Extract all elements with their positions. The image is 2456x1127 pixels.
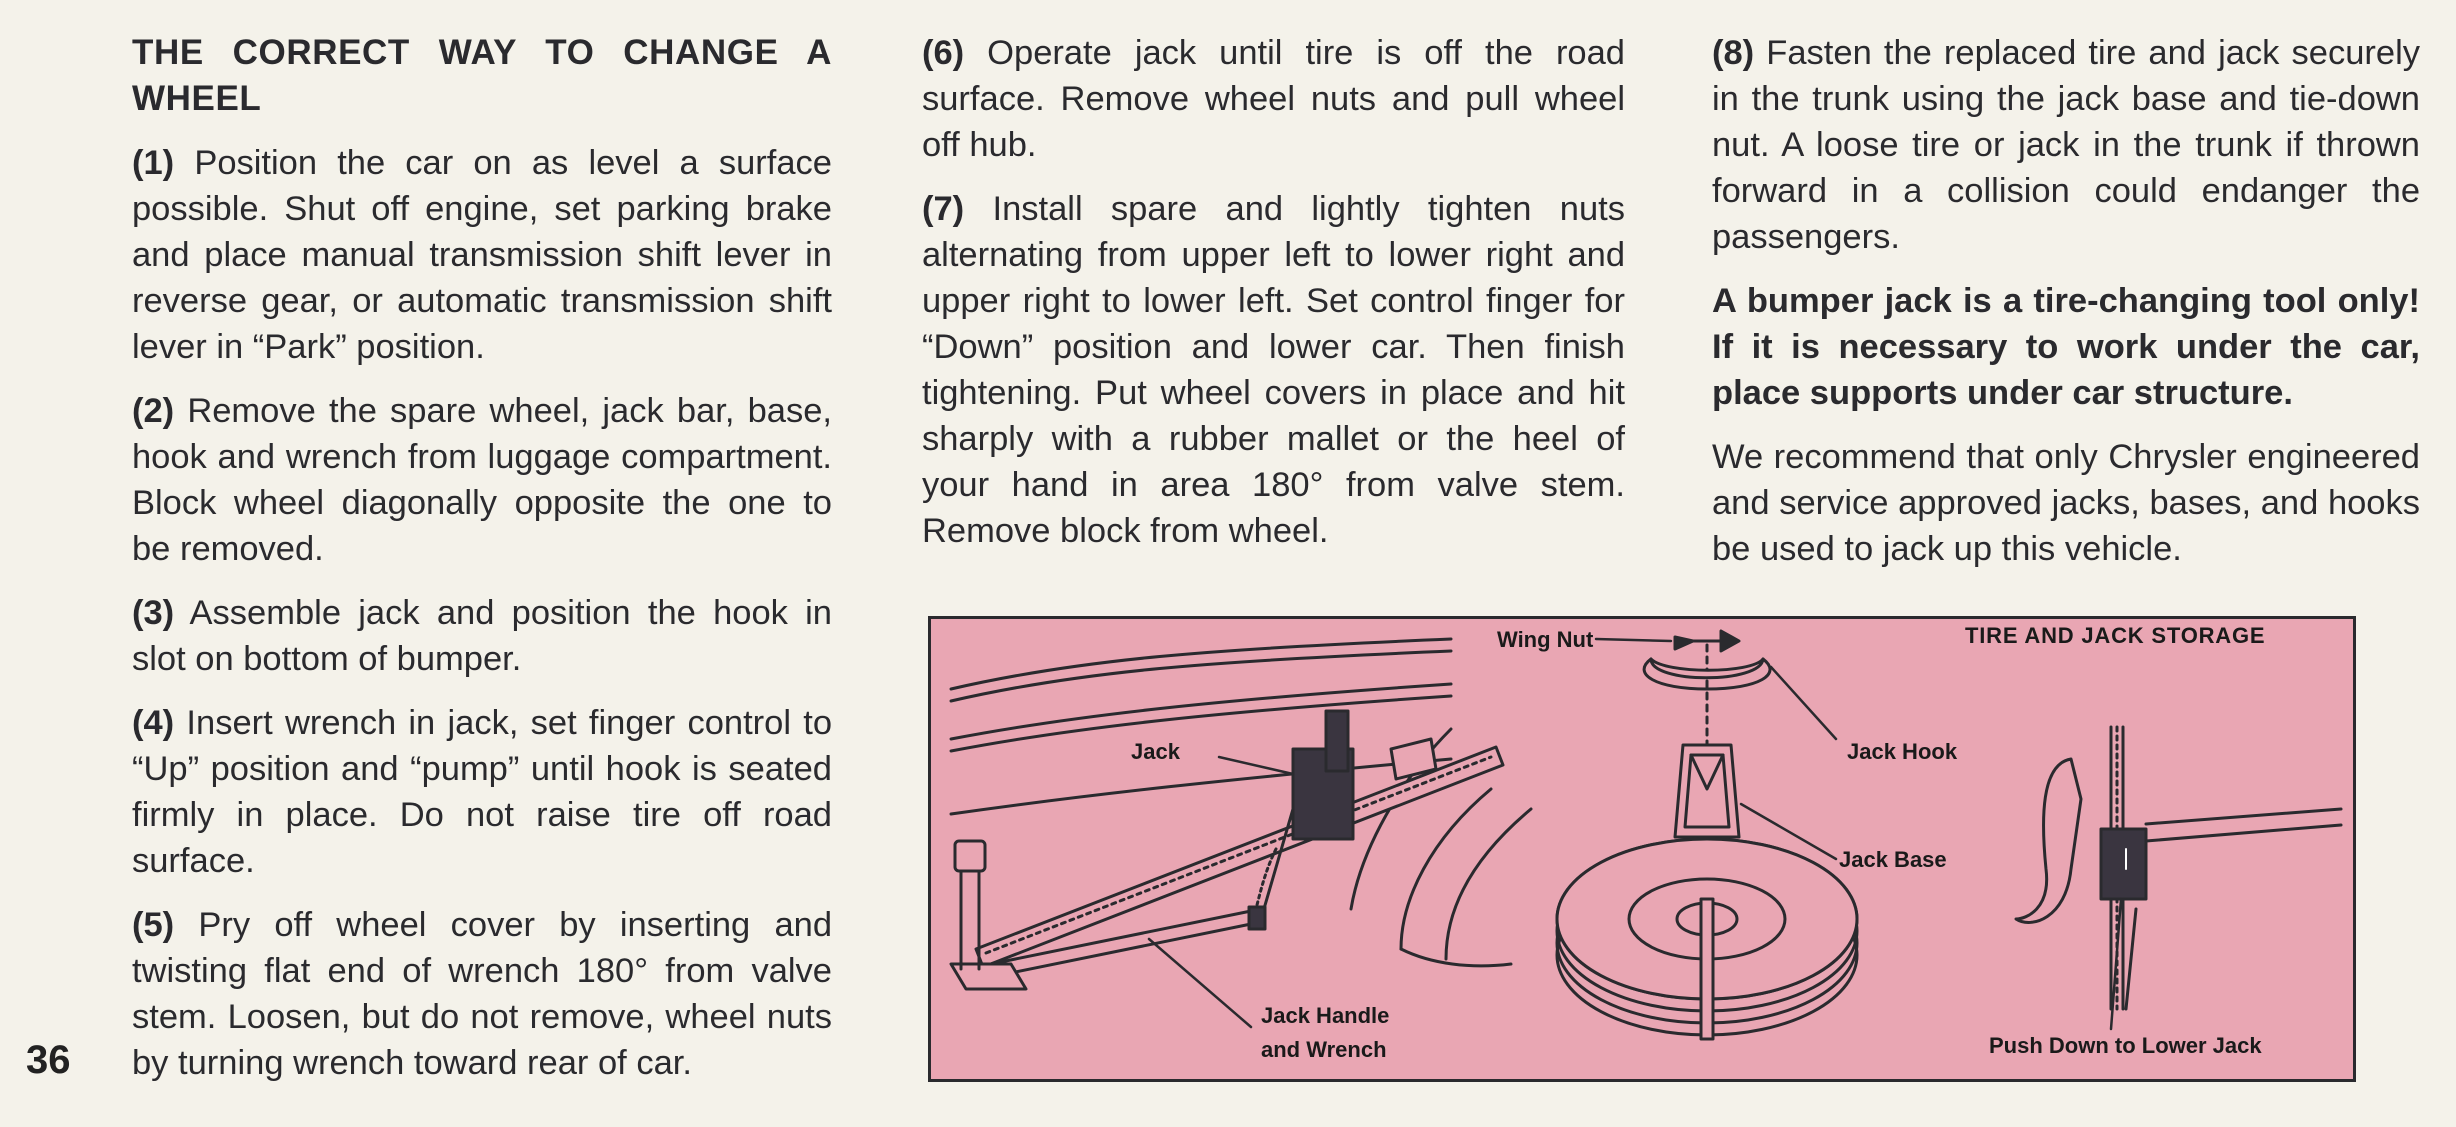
label-jack-base: Jack Base [1839, 847, 1947, 872]
step-5: (5) Pry off wheel cover by inserting and twisting flat end of wrench 180° from valve stem. Loosen, but do not remove, wheel nuts by turning wrench toward rear of car. [132, 906, 833, 1082]
step-1: (1) Position the car on as level a surface possible. Shut off engine, set parking brake and place manual transmission shift lever in reverse gear, or automatic transmission shift lever in “Park” position. [132, 144, 832, 366]
label-wing-nut: Wing Nut [1497, 627, 1594, 652]
warning-text: A bumper jack is a tire-changing tool only! If it is necessary to work under the car, place supports under car structure. [1712, 282, 2420, 412]
bumper-lines-drawing [951, 639, 1531, 966]
step-4: (4) Insert wrench in jack, set finger control to “Up” position and “pump” until hook is seated firmly in place. Do not raise tire off road surface. [132, 704, 833, 880]
jack-illustration [931, 619, 2353, 1079]
step-2: (2) Remove the spare wheel, jack bar, base, hook and wrench from luggage compartment. Block wheel diagonally opposite the one to be removed. [132, 392, 832, 568]
recommendation-text: We recommend that only Chrysler engineered and service approved jacks, bases, and hooks be used to jack up this vehicle. [1712, 438, 2420, 568]
figure-title: TIRE AND JACK STORAGE [1965, 623, 2266, 648]
text-column-3 [1712, 30, 2420, 590]
step-8: (8) Fasten the replaced tire and jack securely in the trunk using the jack base and tie-down nut. A loose tire or jack in the trunk if thrown forward in a collision could endanger the passengers. [1712, 34, 2420, 256]
text-column-2 [922, 30, 1625, 572]
stored-jack-drawing [2016, 727, 2341, 1009]
jack-storage-figure [928, 616, 2356, 1082]
step-7: (7) Install spare and lightly tighten nuts alternating from upper left to lower right and upper right to lower left. Set control finger for “Down” position and lower car. Then finish tightening. Put wheel covers in place and hit sharply with a rubber mallet or the heel of your hand in area 180° from valve stem. Remove block from wheel. [922, 190, 1625, 550]
text-column-1 [132, 30, 832, 1104]
page-number: 36 [26, 1038, 71, 1082]
label-push-down: Push Down to Lower Jack [1989, 1033, 2262, 1058]
label-jack-handle-line2: and Wrench [1261, 1037, 1387, 1062]
step-6: (6) Operate jack until tire is off the road surface. Remove wheel nuts and pull wheel off hub. [922, 34, 1625, 164]
label-jack-hook: Jack Hook [1847, 739, 1958, 764]
tire-stack-drawing [1557, 631, 1857, 1039]
page-heading: THE CORRECT WAY TO CHANGE A WHEEL [132, 33, 832, 118]
label-jack-handle-line1: Jack Handle [1261, 1003, 1390, 1028]
label-jack: Jack [1131, 739, 1180, 764]
step-3: (3) Assemble jack and position the hook in slot on bottom of bumper. [132, 594, 832, 678]
jack-drawing [951, 711, 1503, 989]
